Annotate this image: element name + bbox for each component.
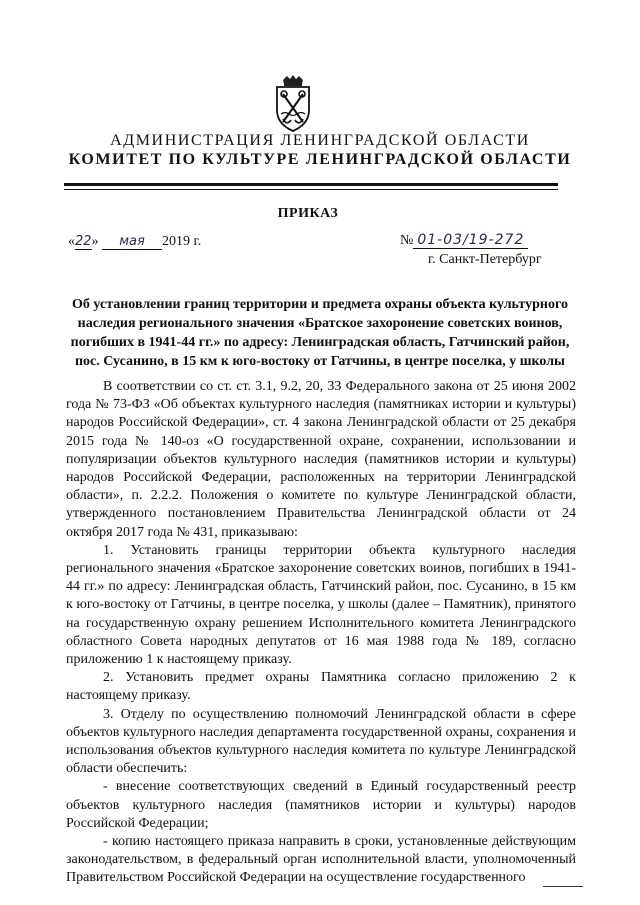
org-name-administration: АДМИНИСТРАЦИЯ ЛЕНИНГРАДСКОЙ ОБЛАСТИ [110,132,530,149]
footer-mark [543,886,583,887]
subject-line: наследия регионального значения «Братское захоронение советских воинов, [77,316,563,331]
header-rule-thin [64,189,558,190]
document-date [68,234,201,250]
subject-line: пос. Сусанино, в 15 км к юго-востоку от Гатчины, в центре поселка, у школы [74,354,565,369]
document-title: ПРИКАЗ [277,206,339,221]
date-quote-open: « [68,234,75,249]
document-body [66,378,576,888]
body-paragraph-preamble: В соответствии со ст. ст. 3.1, 9.2, 20, 33 Федерального закона от 25 июня 2002 года № 73-ФЗ «Об объектах культурного наследия (памятниках истории и культуры) народов Российской Федерации», ст. 4 закона Ленинградской области от 25 декабря 2015 года № 140-оз «О государственной охране, сохранении, использовании и популяризации объектов культурного наследия (памятников истории и культуры) народов Российской Федерации, расположенных на территории Ленинградской области», п. 2.2.2. Положения о комитете по культуре Ленинградской области, утвержденного постановлением Правительства Ленинградской области от 24 октября 2017 года № 431, приказываю: [66,379,576,540]
org-name-committee: КОМИТЕТ ПО КУЛЬТУРЕ ЛЕНИНГРАДСКОЙ ОБЛАСТИ [68,151,572,168]
subject-line: погибших в 1941-44 гг.» по адресу: Ленинградская область, Гатчинский район, [70,335,570,350]
document-number [400,232,528,249]
document-city: г. Санкт-Петербург [428,252,542,267]
date-year: 2019 г. [162,234,202,249]
body-paragraph-subitem-register: - внесение соответствующих сведений в Единый государственный реестр объектов культурного наследия (памятников истории и культуры) народов Российской Федерации; [66,779,576,831]
date-month: мая [102,234,162,250]
body-paragraph-subitem-copy: - копию настоящего приказа направить в сроки, установленные действующим законодательством, в федеральный орган исполнительной власти, уполномоченный Правительством Российской Федерации на осуществление государственного [66,834,576,886]
number-value: 01-03/19-272 [413,232,528,249]
date-quote-close: » [91,234,99,249]
date-day: 22 [75,234,92,249]
body-paragraph-item-1: 1. Установить границы территории объекта культурного наследия регионального значения «Братское захоронение советских воинов, погибших в 1941-44 гг.» по адресу: Ленинградская область, Гатчинский район, пос. Сусанино, в 15 км к юго-востоку от Гатчины, в центре поселка, у школы (далее – Памятник), принятого на государственную охрану решением Исполнительного комитета Ленинградского областного Совета народных депутатов от 16 мая 1988 года № 189, согласно приложению 1 к настоящему приказу. [66,542,576,668]
subject-line: Об установлении границ территории и предмета охраны объекта культурного [72,297,568,312]
number-sign: № [400,233,414,248]
leningrad-oblast-emblem-icon [273,74,313,134]
document-subject [60,295,580,371]
header-rule-thick [64,183,558,186]
body-paragraph-item-2: 2. Установить предмет охраны Памятника согласно приложению 2 к настоящему приказу. [66,670,576,704]
body-paragraph-item-3: 3. Отделу по осуществлению полномочий Ленинградской области в сфере объектов культурного наследия департамента государственной охраны, сохранения и использования объектов культурного наследия комитета по культуре Ленинградской области обеспечить: [66,706,576,777]
